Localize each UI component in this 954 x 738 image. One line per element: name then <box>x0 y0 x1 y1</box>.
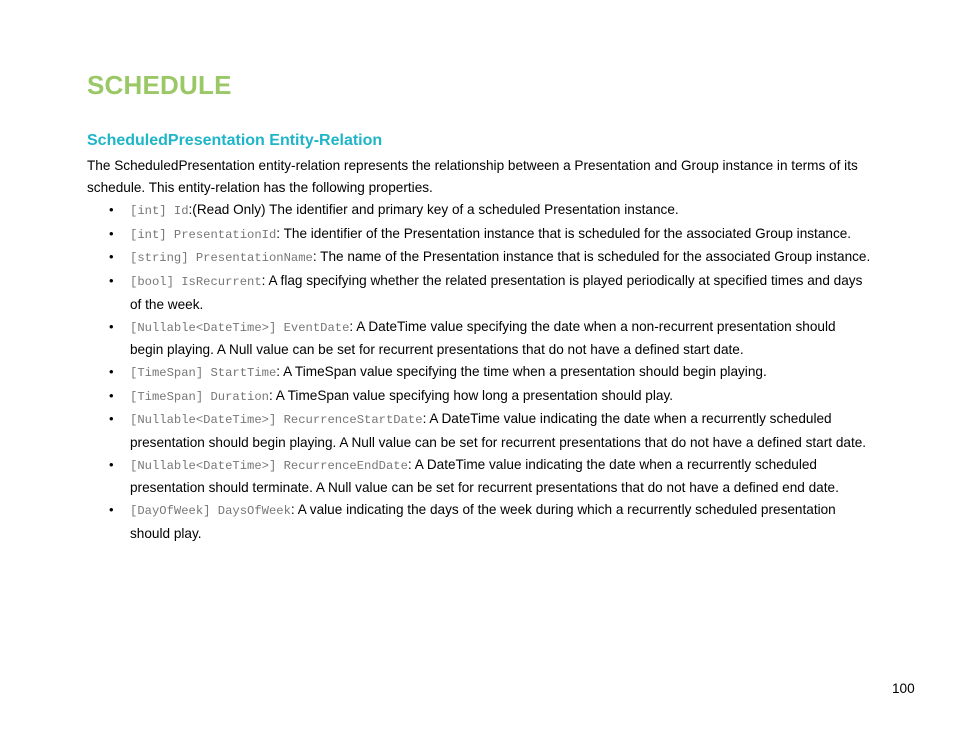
bullet-icon: • <box>109 273 114 289</box>
property-item-event-date <box>87 316 872 361</box>
bullet-icon: • <box>109 249 114 265</box>
bullet-icon: • <box>109 387 114 403</box>
bullet-icon: • <box>109 363 114 379</box>
page-title: SCHEDULE <box>87 70 232 100</box>
bullet-icon: • <box>109 225 114 241</box>
property-code: [int] Id <box>130 204 189 218</box>
property-list <box>87 199 872 545</box>
property-description: :(Read Only) The identifier and primary key of a scheduled Presentation instance. <box>188 202 679 217</box>
section-heading: ScheduledPresentation Entity-Relation <box>87 132 383 149</box>
property-item-duration <box>87 385 872 409</box>
property-code: [string] PresentationName <box>130 251 313 266</box>
bullet-icon: • <box>109 202 114 217</box>
property-item-id <box>87 199 872 223</box>
property-code: [TimeSpan] StartTime <box>130 365 277 380</box>
property-item-days-of-week <box>87 499 872 544</box>
property-item-recurrence-start-date <box>87 408 872 453</box>
property-code: [Nullable<DateTime>] RecurrenceEndDate <box>130 458 408 473</box>
bullet-icon: • <box>109 411 114 427</box>
property-description: : The identifier of the Presentation instance that is scheduled for the associated Group instance. <box>276 225 852 241</box>
property-code: [Nullable<DateTime>] RecurrenceStartDate <box>130 413 423 428</box>
property-code: [TimeSpan] Duration <box>130 389 269 404</box>
property-item-start-time <box>87 361 872 385</box>
intro-paragraph: The ScheduledPresentation entity-relation represents the relationship between a Presentation and Group instance in terms of its schedule. This entity-relation has the following properties. <box>87 158 858 195</box>
property-item-recurrence-end-date <box>87 454 872 499</box>
property-description: : The name of the Presentation instance that is scheduled for the associated Group instance. <box>312 249 871 265</box>
page-number: 100 <box>892 681 915 696</box>
property-description: : A flag specifying whether the related presentation is played periodically at specified times and days of the week. <box>130 273 863 312</box>
document-body <box>87 155 872 545</box>
property-item-presentation-name <box>87 246 872 270</box>
property-code: [bool] IsRecurrent <box>130 275 262 290</box>
property-item-is-recurrent <box>87 270 872 315</box>
property-description: : A DateTime value specifying the date when a non-recurrent presentation should begin playing. A Null value can be set for recurrent presentations that do not have a defined start date. <box>130 318 836 358</box>
property-description: : A TimeSpan value specifying the time when a presentation should begin playing. <box>276 363 767 379</box>
bullet-icon: • <box>109 502 114 518</box>
property-description: : A TimeSpan value specifying how long a presentation should play. <box>268 387 674 403</box>
property-description: : A DateTime value indicating the date when a recurrently scheduled presentation should begin playing. A Null value can be set for recurrent presentations that do not have a defined start date. <box>130 411 867 451</box>
property-code: [int] PresentationId <box>130 227 277 242</box>
bullet-icon: • <box>109 456 114 472</box>
property-code: [DayOfWeek] DaysOfWeek <box>130 504 291 519</box>
property-item-presentation-id <box>87 223 872 247</box>
bullet-icon: • <box>109 318 114 334</box>
property-description: : A DateTime value indicating the date when a recurrently scheduled presentation should terminate. A Null value can be set for recurrent presentations that do not have a defined end date. <box>130 456 839 496</box>
property-code: [Nullable<DateTime>] EventDate <box>130 320 350 335</box>
property-description: : A value indicating the days of the week during which a recurrently scheduled presentation should play. <box>130 502 836 541</box>
